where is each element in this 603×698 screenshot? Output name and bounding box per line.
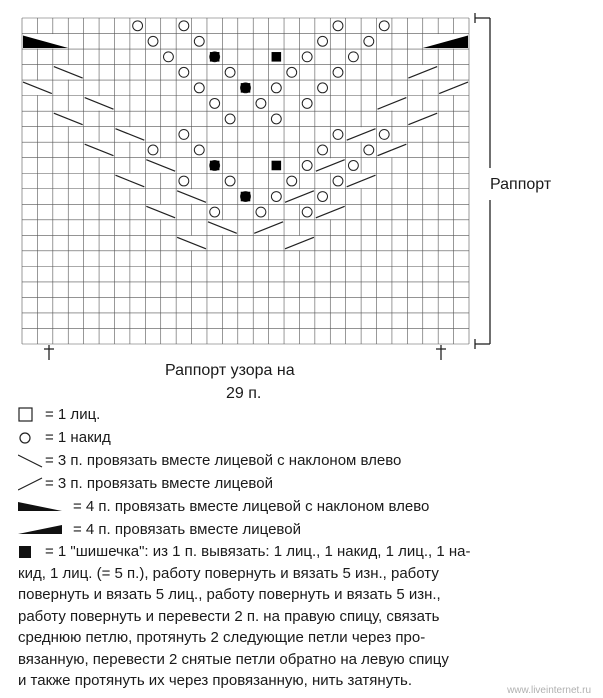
yarn-over-mark (194, 83, 204, 93)
yarn-over-mark (225, 176, 235, 186)
rapport-horizontal-count: 29 п. (226, 385, 262, 402)
yarn-over-mark (210, 207, 220, 217)
yarn-over-mark (148, 145, 158, 155)
legend-k4tog-text: = 4 п. провязать вместе лицевой (73, 521, 301, 538)
legend-bobble-line: работу повернуть и перевести 2 п. на правую спицу, связать (18, 607, 440, 625)
legend-k4tog (18, 518, 598, 541)
rapport-brackets (44, 13, 490, 360)
yarn-over-mark (379, 129, 389, 139)
legend-k3tog-text: = 3 п. провязать вместе лицевой (45, 475, 273, 492)
yarn-over-mark (333, 67, 343, 77)
legend-bobble-line: среднюю петлю, протянуть 2 следующие петли через про- (18, 629, 426, 646)
yarn-over-mark (318, 145, 328, 155)
yarn-over-mark (179, 129, 189, 139)
legend-knit-text: = 1 лиц. (45, 406, 101, 423)
yarn-over-mark (179, 67, 189, 77)
filled-square-icon (18, 545, 64, 561)
yarn-over-mark (333, 21, 343, 31)
rapport-vertical-label: Раппорт (490, 176, 552, 193)
legend-bobble-line: кид, 1 лиц. (= 5 п.), работу повернуть и вязать 5 изн., работу (18, 564, 439, 582)
legend-bobble-line: вязанную, перевести 2 снятые петли обратно на левую спицу (18, 650, 449, 668)
chart-legend (18, 403, 598, 692)
legend-k3tog-left (18, 449, 598, 472)
yarn-over-mark (179, 176, 189, 186)
yarn-over-mark (302, 98, 312, 108)
legend-knit (18, 403, 598, 426)
yarn-over-mark (256, 98, 266, 108)
legend-bobble-line: = 1 "шишечка": из 1 п. вывязать: 1 лиц., 1 накид, 1 лиц., 1 на- (45, 543, 471, 560)
wedge-left-icon (18, 499, 64, 515)
yarn-over-mark (333, 129, 343, 139)
yarn-over-mark (302, 161, 312, 171)
yarn-over-mark (287, 176, 297, 186)
legend-k4tog-left-text: = 4 п. провязать вместе лицевой с наклоном влево (73, 498, 430, 515)
yarn-over-mark (318, 192, 328, 202)
legend-bobble (18, 541, 598, 692)
rapport-horizontal-label: Раппорт узора на (165, 362, 295, 379)
watermark: www.liveinternet.ru (507, 685, 591, 696)
yarn-over-mark (271, 114, 281, 124)
yarn-over-mark (348, 161, 358, 171)
legend-k3tog-left-text: = 3 п. провязать вместе лицевой с наклоном влево (45, 452, 402, 469)
bobble-mark (272, 52, 282, 62)
chart-symbols (23, 21, 469, 251)
yarn-over-mark (148, 36, 158, 46)
bobble-mark (210, 52, 220, 62)
legend-bobble-text (18, 541, 598, 692)
yarn-over-mark (287, 67, 297, 77)
yarn-over-mark (348, 52, 358, 62)
legend-k4tog-left (18, 495, 598, 518)
yarn-over-mark (225, 114, 235, 124)
wedge-right-icon (18, 522, 64, 538)
yarn-over-mark (271, 83, 281, 93)
yarn-over-mark (179, 21, 189, 31)
chart-grid (22, 18, 469, 344)
yarn-over-mark (364, 145, 374, 155)
legend-bobble-line: и также протянуть их через провязанную, нить затянуть. (18, 672, 413, 689)
yarn-over-mark (302, 207, 312, 217)
legend-bobble-line: повернуть и вязать 5 лиц., работу повернуть и вязать 5 изн., (18, 586, 441, 603)
bobble-mark (272, 161, 282, 171)
legend-yarn-over (18, 426, 598, 449)
yarn-over-mark (133, 21, 143, 31)
yarn-over-mark (225, 67, 235, 77)
legend-yarn-over-text: = 1 накид (45, 429, 111, 446)
yarn-over-mark (318, 36, 328, 46)
yarn-over-mark (194, 36, 204, 46)
yarn-over-mark (163, 52, 173, 62)
yarn-over-mark (271, 192, 281, 202)
yarn-over-mark (302, 52, 312, 62)
yarn-over-mark (194, 145, 204, 155)
yarn-over-mark (210, 98, 220, 108)
yarn-over-mark (318, 83, 328, 93)
bobble-mark (241, 192, 251, 202)
yarn-over-mark (364, 36, 374, 46)
bobble-mark (241, 83, 251, 93)
yarn-over-mark (256, 207, 266, 217)
yarn-over-mark (379, 21, 389, 31)
yarn-over-mark (333, 176, 343, 186)
bobble-mark (210, 161, 220, 171)
legend-k3tog (18, 472, 598, 495)
